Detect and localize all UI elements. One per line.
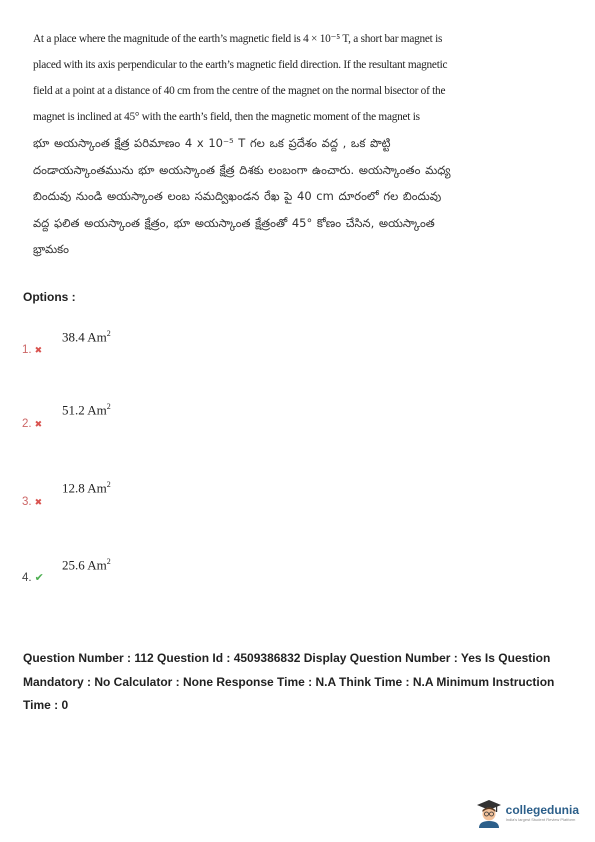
option-3-label xyxy=(22,496,42,508)
cross-icon: ✖ xyxy=(34,345,43,355)
option-4-value: 25.6 Am xyxy=(62,557,107,573)
option-4 xyxy=(0,553,300,613)
cross-icon: ✖ xyxy=(34,419,43,429)
cross-icon: ✖ xyxy=(34,497,43,507)
option-1-label xyxy=(22,344,42,356)
option-3-value: 12.8 Am xyxy=(62,480,107,496)
option-2-number: 2. xyxy=(22,418,32,430)
collegedunia-logo xyxy=(476,796,579,830)
option-2-label xyxy=(22,418,42,430)
option-4-text xyxy=(62,557,111,573)
option-1-value: 38.4 Am xyxy=(62,329,107,345)
question-text-english: At a place where the magnitude of the earth’s magnetic field is 4 × 10⁻⁵ T, a short bar magnet is placed with its axis perpendicular to the earth’s magnetic field direction. If the resultant magnetic field at a point at a distance of 40 cm from the centre of the magnet on the normal bisector of the magnet is inclined at 45° with the earth’s field, then the magnetic moment of the magnet is xyxy=(33,33,448,123)
question-text-telugu: భూ అయస్కాంత క్షేత్ర పరిమాణం 4 x 10⁻⁵ T గల ఒక ప్రదేశం వద్ద , ఒక పొట్టి దండాయస్కాంతమును భూ అయస్కాంత క్షేత్ర దిశకు లంబంగా ఉంచారు. అయస్కాంతం మధ్య బిందువు నుండి అయస్కాంత లంబ సమద్విఖండన రేఖ పై 40 cm దూరంలో గల బిందువు వద్ద ఫలిత అయస్కాంత క్షేత్రం, భూ అయస్కాంత క్షేత్రంతో 45° కోణం చేసిన, అయస్కాంత భ్రామకం xyxy=(33,136,451,256)
option-3-number: 3. xyxy=(22,496,32,508)
question-meta: Question Number : 112 Question Id : 4509386832 Display Question Number : Yes Is Question Mandatory : No Calculator : None Response Time : N.A Think Time : N.A Minimum Instruction Time : 0 xyxy=(23,651,555,712)
graduate-avatar-icon xyxy=(476,798,502,828)
options-heading: Options : xyxy=(23,290,76,304)
option-2-value: 51.2 Am xyxy=(62,402,107,418)
option-1-number: 1. xyxy=(22,344,32,356)
option-3 xyxy=(0,476,300,536)
option-1 xyxy=(0,325,300,385)
option-4-exponent: 2 xyxy=(106,557,111,566)
option-3-exponent: 2 xyxy=(106,480,111,489)
option-4-label xyxy=(22,571,44,584)
option-4-number: 4. xyxy=(22,572,32,584)
logo-name: collegedunia xyxy=(505,803,579,817)
option-1-text xyxy=(62,329,111,345)
option-2-text xyxy=(62,402,111,418)
option-2-exponent: 2 xyxy=(106,402,111,411)
check-icon: ✔ xyxy=(34,572,44,584)
logo-text xyxy=(506,804,579,822)
option-2 xyxy=(0,398,300,458)
option-3-text xyxy=(62,480,111,496)
logo-tagline: India's largest Student Review Platform xyxy=(505,817,576,822)
option-1-exponent: 2 xyxy=(106,329,111,338)
